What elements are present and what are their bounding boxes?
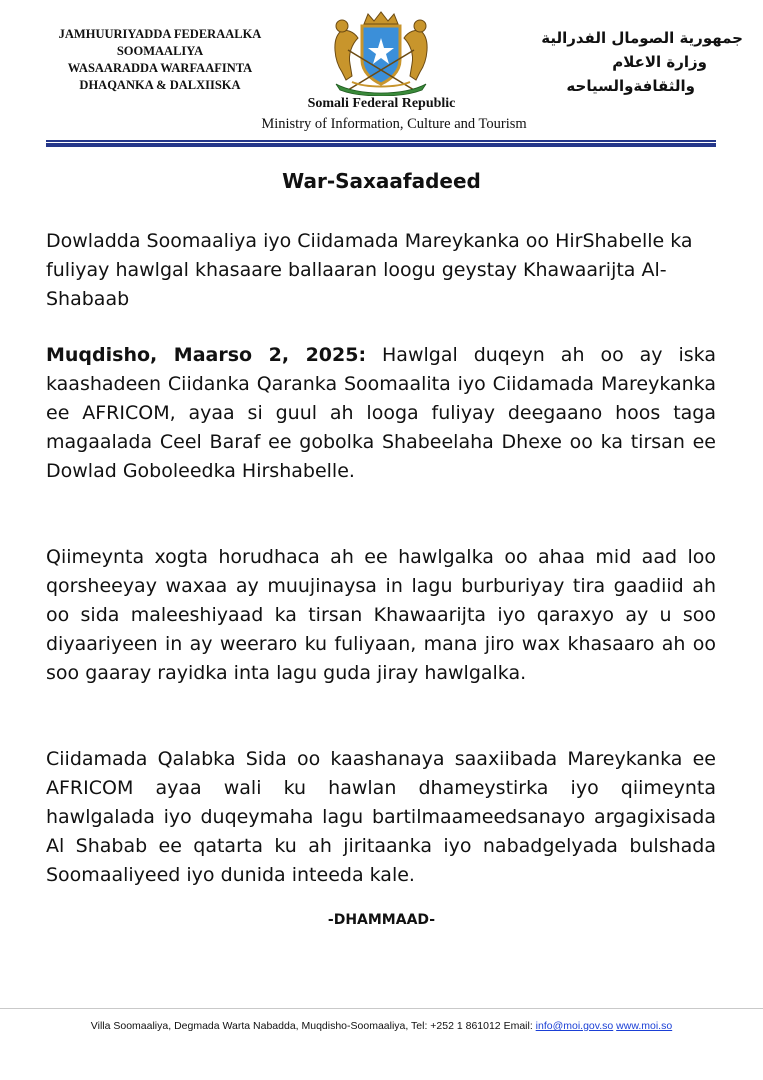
ministry-name: Ministry of Information, Culture and Tourism [261,116,527,132]
footer [0,1020,763,1032]
header-left-line-4: DHAQANKA & DALXIISKA [79,78,241,92]
header-somali-ministry-name [38,26,282,94]
header-arabic-ministry-name [503,26,743,98]
headline: Dowladda Soomaaliya iyo Ciidamada Mareykanka oo HirShabelle ka fuliyay hawlgal khasaare ballaaran loogu geystay Khawaarijta Al-Shabaab [46,230,693,310]
header-right-line-1: جمهورية الصومال الفدرالية [541,29,743,47]
dateline: Muqdisho, Maarso 2, 2025: [46,344,367,366]
paragraph-2: Qiimeynta xogta horudhaca ah ee hawlgalka oo ahaa mid aad loo qorsheeyay waxaa ay muujinaysa in lagu burburiyay tira gaadiid ah oo sida maleeshiyaad ka tirsan Khawaarijta iyo qaraxyo ay u soo diyaariyeen in ay weeraro ku fuliyaan, mana jiro wax khasaaro ah oo soo gaaray rayidka inta lagu guda jiray hawlgalka. [46,546,716,684]
header-left-line-1: JAMHUURIYADDA FEDERAALKA [58,27,262,41]
header-left-line-3: WASAARADDA WARFAAFINTA [67,61,253,75]
paragraph-1 [46,341,716,486]
header-divider-thin [46,140,716,142]
footer-divider [0,1008,763,1009]
document-title: War-Saxaafadeed [282,169,481,193]
republic-name: Somali Federal Republic [307,96,456,111]
footer-website-link[interactable]: www.moi.so [616,1020,673,1032]
footer-email-link[interactable]: info@moi.gov.so [535,1020,614,1032]
paragraph-3: Ciidamada Qalabka Sida oo kaashanaya saaxiibada Mareykanka ee AFRICOM ayaa wali ku hawlan dhameystirka iyo qiimeynta hawlgalada iyo duqeymaha lagu bartilmaameedsanayo argagixisada Al Shabab ee qatarta ku ah jiritaanka iyo nabadgelyada bulshada Soomaaliyeed iyo dunida inteeda kale. [46,748,716,886]
paragraph-1-text: Hawlgal duqeyn ah oo ay iska kaashadeen Ciidanka Qaranka Soomaalita iyo Ciidamada Mareykanka ee AFRICOM, ayaa si guul ah looga fuliyay deegaano hoos taga magaalada Ceel Baraf ee gobolka Shabeelaha Dhexe oo ka tirsan ee Dowlad Goboleedka Hirshabelle. [46,344,716,482]
header-right-line-3: والثقافةوالسياحه [566,77,695,95]
somalia-coat-of-arms-icon [322,10,440,96]
header-divider-thick [46,143,716,147]
header-right-line-2: وزارة الاعلام [612,53,707,71]
footer-address: Villa Soomaaliya, Degmada Warta Nabadda, Muqdisho-Soomaaliya, Tel: +252 1 861012 Email: [90,1020,536,1032]
end-mark: -DHAMMAAD- [327,912,436,928]
header-left-line-2: SOOMAALIYA [116,44,204,58]
